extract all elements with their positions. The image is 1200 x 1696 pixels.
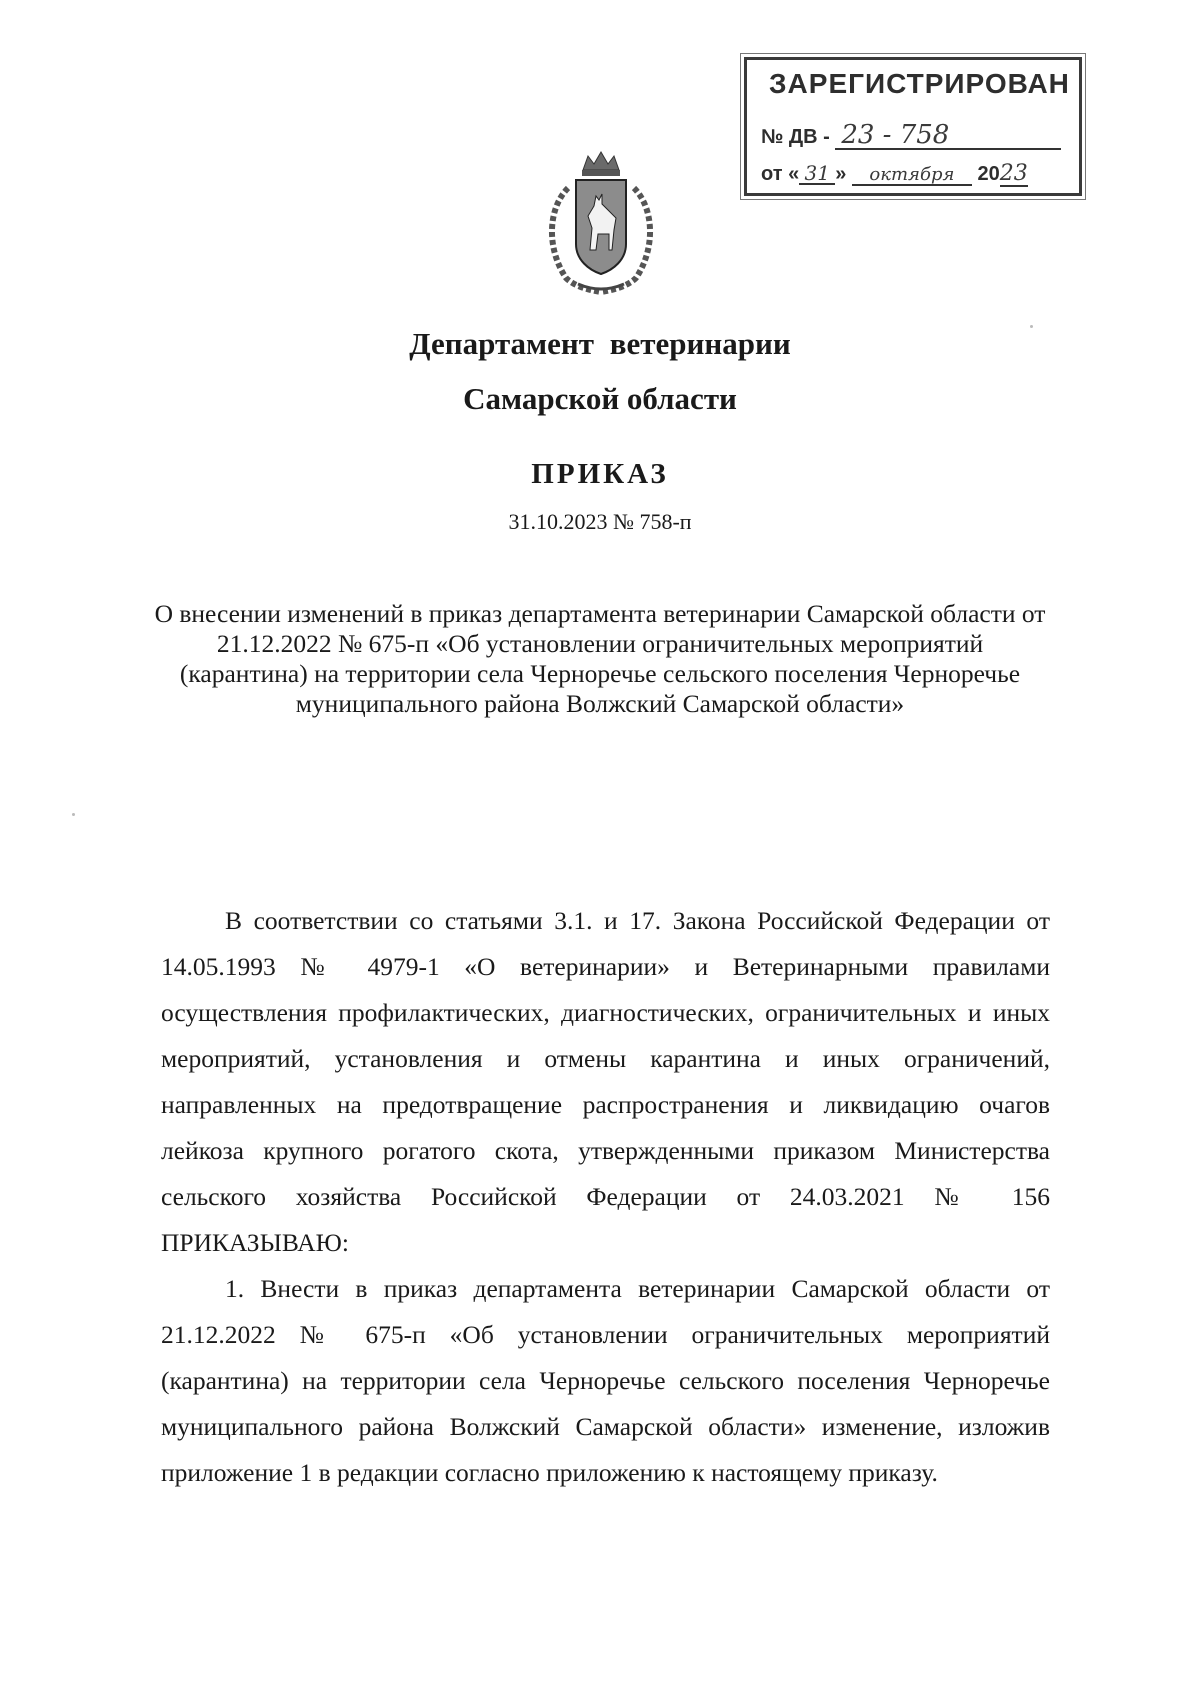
stamp-month-handwritten: октября [852, 166, 972, 186]
region-name: Самарской области [463, 381, 737, 416]
samara-coat-of-arms-icon [538, 148, 664, 296]
stamp-title: ЗАРЕГИСТРИРОВАН [769, 68, 1070, 99]
order-body [161, 898, 1050, 1496]
stamp-year-prefix: 20 [977, 163, 1000, 185]
scan-speck [72, 813, 75, 816]
body-paragraph-item-1: 1. Внести в приказ департамента ветеринарии Самарской области от 21.12.2022 № 675-п «Об установлении ограничительных мероприятий (карантина) на территории села Черноречье сельского поселения Черноречье муниципального района Волжский Самарской области» изменение, изложив приложение 1 в редакции согласно приложению к настоящему приказу. [161, 1274, 1050, 1487]
body-paragraph-preamble: В соответствии со статьями 3.1. и 17. Закона Российской Федерации от 14.05.1993 № 4979-1 «О ветеринарии» и Ветеринарными правилами осуществления профилактических, диагностических, ограничительных и иных мероприятий, установления и отмены карантина и иных ограничений, направленных на предотвращение распространения и ликвидацию очагов лейкоза крупного рогатого скота, утвержденными приказом Министерства сельского хозяйства Российской Федерации от 24.03.2021 № 156 ПРИКАЗЫВАЮ: [161, 906, 1050, 1257]
order-title: ПРИКАЗ [531, 458, 669, 490]
scan-speck [1030, 325, 1033, 328]
registration-stamp [744, 57, 1082, 196]
stamp-day-handwritten: 31 [799, 163, 835, 185]
stamp-date-prefix: от « [761, 163, 800, 185]
stamp-number-row [761, 122, 1065, 150]
order-subject: О внесении изменений в приказ департамента ветеринарии Самарской области от 21.12.2022 № 675-п «Об установлении ограничительных мероприятий (карантина) на территории села Черноречье сельского поселения Черноречье муниципального района Волжский Самарской области» [154, 599, 1046, 718]
stamp-year-handwritten: 23 [999, 161, 1028, 186]
stamp-number-handwritten: 23 - 758 [835, 122, 1061, 150]
stamp-date-row [761, 163, 1065, 187]
department-name: Департамент ветеринарии [409, 326, 791, 361]
order-date-number: 31.10.2023 № 758-п [508, 509, 692, 534]
stamp-number-prefix: № ДВ - [761, 126, 830, 148]
stamp-date-mid: » [835, 163, 847, 185]
